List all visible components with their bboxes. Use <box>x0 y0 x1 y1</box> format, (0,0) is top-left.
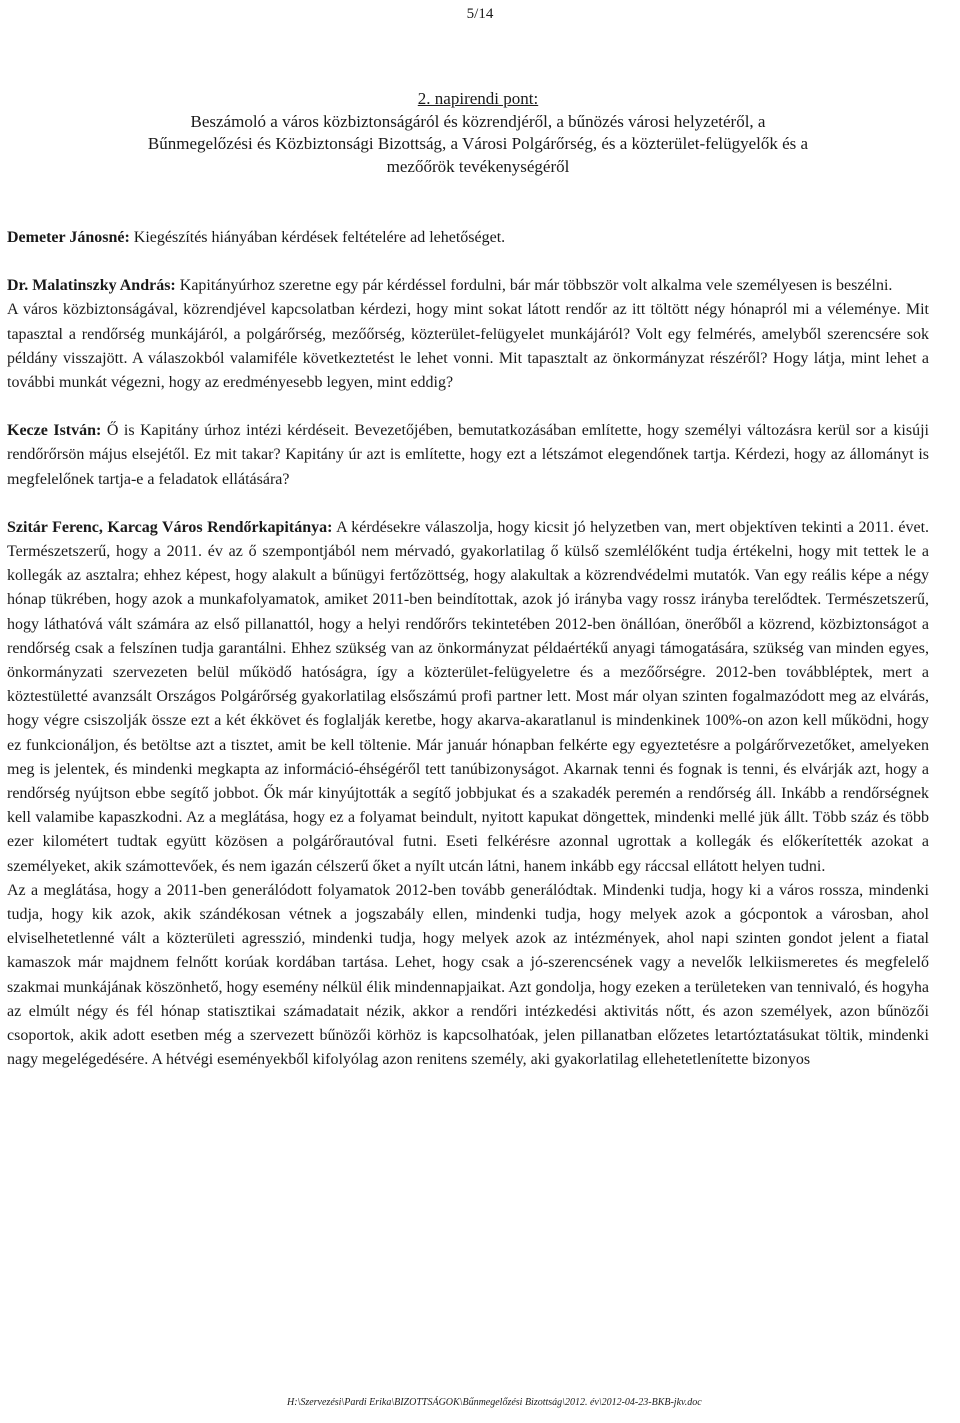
agenda-title-line-1: Beszámoló a város közbiztonságáról és közrendjéről, a bűnözés városi helyzetéről, a <box>190 111 766 131</box>
paragraph-szitar <box>7 516 929 879</box>
page-number: 5/14 <box>466 6 494 22</box>
paragraph-text: Kapitányúrhoz szeretne egy pár kérdéssel fordulni, bár már többször volt alkalma vele személyesen is beszélni. <box>175 277 893 295</box>
paragraph-demeter <box>7 226 929 250</box>
speaker-name: Kecze István: <box>7 422 102 440</box>
speaker-name: Dr. Malatinszky András: <box>7 277 176 295</box>
agenda-title-line-2: Bűnmegelőzési és Közbiztonsági Bizottság, a Városi Polgárőrség, és a közterület-felügyelők és a <box>147 134 809 153</box>
paragraph-text: Kiegészítés hiányában kérdések feltételére ad lehetőséget. <box>129 229 506 246</box>
paragraph-malatinszky-questions <box>7 298 929 395</box>
paragraph-szitar-continued <box>7 879 929 1073</box>
file-path-footer: H:\Szervezési\Pardi Erika\BIZOTTSÁGOK\Bűnmegelőzési Bizottság\2012. év\2012-04-23-BKB-jkv.doc <box>287 1397 702 1408</box>
paragraph-text: Az a meglátása, hogy a 2011-ben generálódott folyamatok 2012-ben tovább generálódtak. Mindenki tudja, hogy ki a város rossza, mindenki tudja, hogy kik azok, akik szándékosan vétnek a jogszabály ellen, mindenki tudja, hogy melyek azok a gócpontok a városban, ahol elviselhetetlenné vált a közterületi agresszió, mindenki tudja, hogy melyek azok az intézmények, ahol napi szinten gondot jelent a fiatal kamaszok már majdnem felnőtt korúak kordában tartása. Lehet, hogy csak a jó-szerencsének vagy a nevelők lelkiismeretes és megfelelő szakmai munkájának köszönhető, hogy esemény nélkül élik mindennapjaikat. Azt gondolja, hogy ezeken a területeken van tennivaló, és hogyha az elmúlt négy és fél hónap statisztikai számadatait nézik, akkor a rendőri intézkedési aktivitás nőtt, és azon személyek, azon bűnözői csoportok, akik adott esetben még a szervezett bűnözői körhöz is kapcsolhatóak, jelen pillanatban előzetes letartóztatásukat töltik, mindenki nagy megelégedésére. A hétvégi eseményekből kifolyólag azon renitens személy, aki gyakorlatilag ellehetetlenítette bizonyos <box>7 881 929 1069</box>
speaker-name: Szitár Ferenc, Karcag Város Rendőrkapitánya: <box>7 518 333 536</box>
paragraph-text: A város közbiztonságával, közrendjével kapcsolatban kérdezi, hogy mint sokat látott rendőr az itt töltött négy hónapról mi a véleménye. Mit tapasztal a rendőrség munkájáról, a polgárőrség, mezőőrség, közterület-felügyelet munkájáról? Volt egy felmérés, amelyből szerencsére sok példány visszajött. A válaszokból valamiféle következtetést le lehet vonni. Mit tapasztalt az önkormányzat részéről? Hogy látja, mint lehet a további munkát végezni, hogy az eredményesebb legyen, mint eddig? <box>7 301 929 392</box>
agenda-item-label: 2. napirendi pont: <box>417 89 539 108</box>
paragraph-malatinszky <box>7 274 929 298</box>
agenda-heading <box>10 88 946 178</box>
minutes-body <box>7 226 929 1073</box>
paragraph-text: A kérdésekre válaszolja, hogy kicsit jó helyzetben van, mert objektíven tekinti a 2011. évet. Természetszerű, hogy a 2011. év az ő szempontjából nem mérvadó, gyakorlatilag ő külső szemlélőként tudja értékelni, hogy mit tettek le a kollegák az asztalra; ehhez képest, hogy alakult a bűnügyi fertőzöttség, hogy alakultak a közrendvédelmi mutatók. Van egy reális képe a négy hónap tükrében, hogy azok a munkafolyamatok, amiket 2011-ben beindítottak, azok jó irányba vagy rossz irányba terelődtek. Természetszerű, hogy láthatóvá vált számára az első pillanattól, hogy a helyi rendőrőrs tekintetében 2012-ben önállóan, önerőből a közrend, közbiztonságot a rendőrség csak a felszínen tudja garantálni. Ehhez szükség van az önkormányzat példaértékű anyagi támogatására, szükség van minden egyes, önkormányzati szervezeten belül működő hatóságra, így a közterület-felügyeletre és a mezőőrségre. 2012-ben továbbléptek, mert a köztestületté avanzsált Országos Polgárőrség gyakorlatilag elsőszámú profi partner lett. Most már olyan szinten fogalmazódott meg az elvárás, hogy végre csiszolják össze ezt a két ékkövet és foglalják keretbe, hogy akarva-akaratlanul is mindenkinek 100%-on azon kell működni, hogy ez funkcionáljon, és betöltse azt a tisztet, amit be kell töltenie. Már január hónapban felkérte egy egyeztetésre a polgárőrvezetőket, amelyeken meg is jelentek, és mindenki megkapta az információ-éhségéről tett tanúbizonyságot. Akarnak tenni és fognak is tenni, és elvárják azt, hogy a rendőrség nyújtson ebbe segítő jobbot. Ők már kinyújtották a segítő jobbjukat és a szakadék peremén a rendőrség áll. Inkább a rendőrségnek kell valamibe kapaszkodni. Az a meglátása, hogy ez a folyamat beindult, nyitott kapukat döngettek, mindenki mellé jük állt. Több száz és több ezer kilométert tudtak együtt közösen a polgárőrautóval futni. Eseti felkérésre azonnal ugrottak a kollegák és előkerítették azokat a személyeket, akik számottevőek, és nem igazán célszerű őket a nyílt utcán látni, hanem inkább egy ráccsal ellátott helyen tudni. <box>7 518 930 875</box>
paragraph-text: Ő is Kapitány úrhoz intézi kérdéseit. Bevezetőjében, bemutatkozásában említette, hogy személyi változásra kerül sor a kisúji rendőrőrsön május elsejétől. Ez mit takar? Kapitány úr azt is említette, hogy ezt a létszámot elegendőnek tartja. Kérdezi, hogy az állományt is megfelelőnek tartja-e a feladatok ellátására? <box>7 422 929 488</box>
paragraph-kecze <box>7 419 929 492</box>
agenda-title-line-3: mezőőrök tevékenységéről <box>386 156 570 176</box>
speaker-name: Demeter Jánosné: <box>7 229 130 246</box>
